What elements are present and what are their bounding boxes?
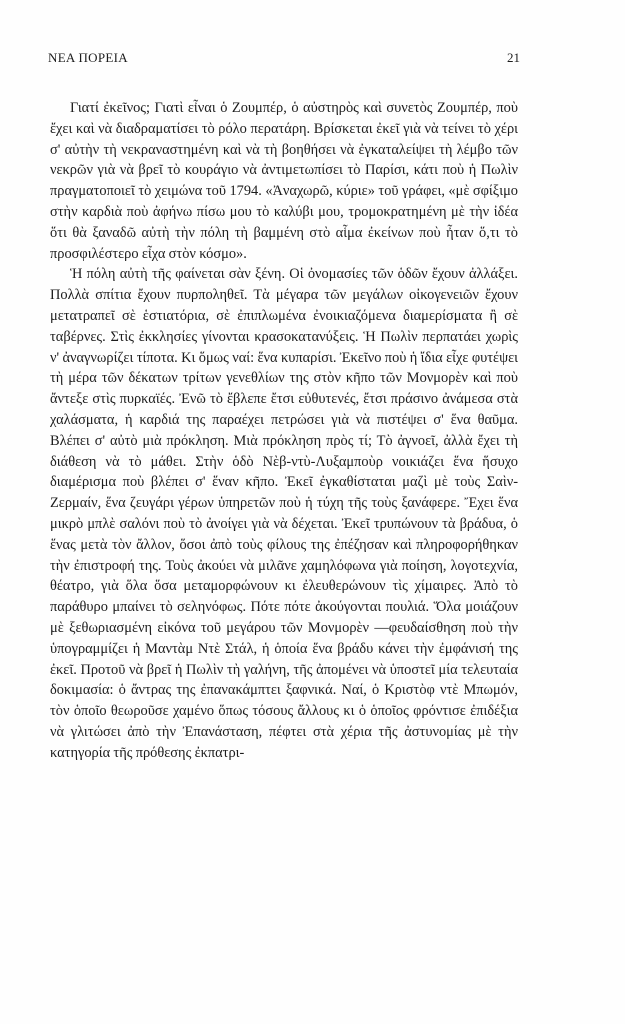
paragraph-2: Ἡ πόλη αὐτὴ τῆς φαίνεται σὰν ξένη. Οἱ ὀνομασίες τῶν ὁδῶν ἔχουν ἀλλάξει. Πολλὰ σπίτια ἔχουν πυρποληθεῖ. Τὰ μέγαρα τῶν μεγάλων οἰκογενειῶν ἔχουν μετατραπεῖ σὲ ἑστιατόρια, σὲ ἐπιπλωμένα ἐνοικιαζόμενα διαμερίσματα ἢ σὲ ταβέρνες. Στὶς ἐκκλησίες γίνονται κρασοκατανύξεις. Ἡ Πωλὶν περπατάει χωρὶς ν' ἀναγνωρίζει τίποτα. Κι ὅμως ναί: ἕνα κυπαρίσι. Ἐκεῖνο ποὺ ἡ ἴδια εἶχε φυτέψει τὴ μέρα τῶν δέκατων τρίτων γενεθλίων της στὸν κῆπο τῶν Μονμορὲν καὶ ποὺ ἄντεξε στὶς πυρκαϊές. Ἐνῶ τὸ ἔβλεπε ἔτσι εὐθυτενές, ἔτσι πράσινο ἀνάμεσα στὰ χαλάσματα, ἡ καρδιά της παραέχει πετρώσει γιὰ νὰ πιστέψει σ' ἕνα θαῦμα. Βλέπει σ' αὐτὸ μιὰ πρόκληση. Μιὰ πρόκληση πρὸς τί; Τὸ ἀγνοεῖ, ἀλλὰ ἔχει τὴ διάθεση νὰ τὸ μάθει. Στὴν ὁδὸ Νὲβ-ντὺ-Λυξαμποὺρ νοικιάζει ἕνα ἥσυχο διαμέρισμα ποὺ βλέπει σ' ἕναν κῆπο. Ἐκεῖ ἐγκαθίσταται μαζὶ μὲ τοὺς Σαὶν-Ζερμαίν, ἕνα ζευγάρι γέρων ὑπηρετῶν ποὺ ἡ τύχη τῆς τοὺς ξανάφερε. Ἔχει ἕνα μικρὸ μπλὲ σαλόνι ποὺ τὸ ἀνοίγει γιὰ νὰ δέχεται. Ἐκεῖ τρυπώνουν τὰ βράδυα, ὁ ἕνας μετὰ τὸν ἄλλον, ὅσοι ἀπὸ τοὺς φίλους της ἐπέζησαν καὶ πληροφορήθηκαν τὴν ἐπιστροφή της. Τοὺς ἀκούει νὰ μιλᾶνε χαμηλόφωνα γιὰ ποίηση, λογοτεχνία, θέατρο, γιὰ ὅλα ὅσα μεταμορφώνουν κι ἐλευθερώνουν τὶς χίμαιρες. Ἀπὸ τὸ παράθυρο μπαίνει τὸ σεληνόφως. Πότε πότε ἀκούγονται πουλιά. Ὅλα μοιάζουν μὲ ξεθωριασμένη εἰκόνα τοῦ μεγάρου τῶν Μονμορὲν —φευδαίσθηση ποὺ τὴν ὑπογραμμίζει ἡ Μαντὰμ Ντὲ Στάλ, ἡ ὁποία ἕνα βράδυ κάνει τὴν ἐμφάνισή της ἐκεῖ. Προτοῦ νὰ βρεῖ ἡ Πωλὶν τὴ γαλήνη, τῆς ἀπομένει νὰ ὑποστεῖ μία τελευταία δοκιμασία: ὁ ἄντρας της ἐπανακάμπτει ξαφνικά. Ναί, ὁ Κριστὸφ ντὲ Μπωμόν, τὸν ὁποῖο θεωροῦσε χαμένο ὅπως τόσους ἄλλους κι ὁ ὁποῖος φρόντισε ἐπιδέξια νὰ γλιτώσει ἀπὸ τὴν Ἐπανάσταση, πέφτει στὰ χέρια τῆς ἀστυνομίας μὲ τὴν κατηγορία τῆς πρόθεσης ἐκπατρι- [50,266,518,761]
running-head [48,50,520,70]
paragraph-1: Γιατί ἐκεῖνος; Γιατὶ εἶναι ὁ Ζουμπέρ, ὁ αὐστηρὸς καὶ συνετὸς Ζουμπέρ, ποὺ ἔχει καὶ νὰ διαδραματίσει τὸ ρόλο περατάρη. Βρίσκεται ἐκεῖ γιὰ νὰ τείνει τὸ χέρι σ' αὐτὴν τὴ νεκραναστημένη καὶ νὰ τὴ βοηθήσει νὰ ἐγκαταλείψει τὴ λέμβο τῶν νεκρῶν γιὰ νὰ βρεῖ τὸ κουράγιο νὰ ἀντιμετωπίσει τὸ Παρίσι, κάτι ποὺ ἡ Πωλὶν πραγματοποιεῖ τὸ χειμώνα τοῦ 1794. «Ἀναχωρῶ, κύριε» τοῦ γράφει, «μὲ σφίξιμο στὴν καρδιὰ ποὺ ἀφήνω πίσω μου τὸ καλύβι μου, τρομοκρατημένη μὲ τὴν ἰδέα ὅτι θὰ ξαναδῶ αὐτὴ τὴν πόλη τὴ βαμμένη στὸ αἷμα ἐκείνων ποὺ ἦταν ὅ,τι τὸ προσφιλέστερο εἶχα στὸν κόσμο». [50,100,518,262]
running-title: ΝΕΑ ΠΟΡΕΙΑ [48,50,128,65]
page-number: 21 [507,50,520,65]
body-text [50,98,518,764]
